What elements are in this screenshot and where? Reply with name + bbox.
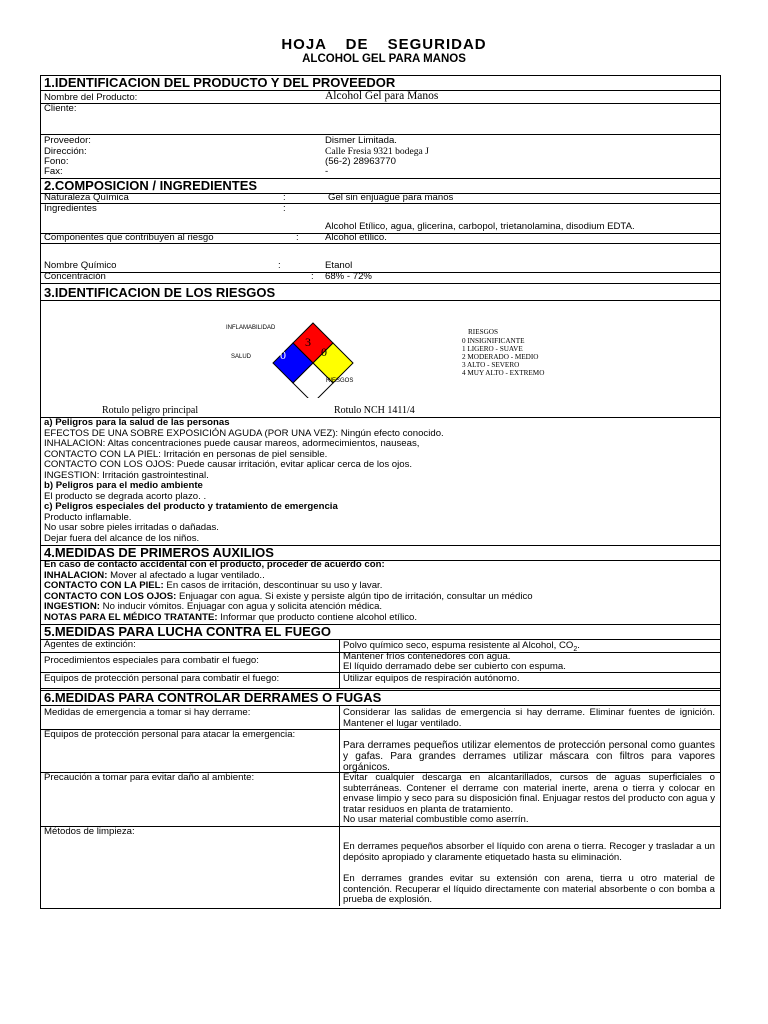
risk-components-label: Componentes que contribuyen al riesgo xyxy=(44,232,214,243)
chemical-name-label: Nombre Químico xyxy=(44,260,117,271)
phone-value: (56-2) 28963770 xyxy=(325,156,396,167)
first-aid-item-label: NOTAS PARA EL MÉDICO TRATANTE: xyxy=(44,612,218,623)
client-label: Cliente: xyxy=(44,103,77,114)
legend-item: 1 LIGERO - SUAVE xyxy=(462,345,523,353)
health-value: 0 xyxy=(280,348,286,362)
address-label: Dirección: xyxy=(44,146,87,157)
section-3-heading: 3.IDENTIFICACION DE LOS RIESGOS xyxy=(41,283,720,301)
ingredients-value: Alcohol Etílico, agua, glicerina, carbopol, trietanolamina, disodium EDTA. xyxy=(325,221,635,232)
flammability-value: 3 xyxy=(305,335,311,349)
health-hazards-title: a) Peligros para la salud de las personas xyxy=(44,417,230,428)
legend-item: 3 ALTO - SEVERO xyxy=(462,361,520,369)
environment-precaution-value-2: No usar material combustible como aserrín. xyxy=(343,814,529,825)
section-2-heading: 2.COMPOSICION / INGREDIENTES xyxy=(41,178,720,194)
section-6-heading: 6.MEDIDAS PARA CONTROLAR DERRAMES O FUGAS xyxy=(41,690,720,706)
hazard-line: El producto se degrada acorto plazo. . xyxy=(44,491,207,502)
section-5-heading: 5.MEDIDAS PARA LUCHA CONTRA EL FUEGO xyxy=(41,624,720,640)
nature-label: Naturaleza Química xyxy=(44,192,129,203)
fire-ppe-label: Equipos de protección personal para combatir el fuego: xyxy=(44,673,280,684)
emergency-measures-value: Considerar las salidas de emergencia si hay derrame. Eliminar fuentes de ignición. Mantener el lugar ventilado. xyxy=(343,707,715,729)
row-divider xyxy=(41,688,720,689)
extinction-text: Polvo químico seco, espuma resistente al Alcohol, CO xyxy=(343,640,574,651)
document-subtitle: ALCOHOL GEL PARA MANOS xyxy=(302,53,466,65)
first-aid-item-text: Mover al afectado a lugar ventilado.. xyxy=(107,570,265,581)
phone-label: Fono: xyxy=(44,156,69,167)
first-aid-item-text: Informar que producto contiene alcohol etílico. xyxy=(217,612,418,623)
legend-title: RIESGOS xyxy=(468,328,498,336)
environment-hazards-title: b) Peligros para el medio ambiente xyxy=(44,480,203,491)
fax-label: Fax: xyxy=(44,166,63,177)
column-divider xyxy=(339,706,340,906)
product-name-label: Nombre del Producto: xyxy=(44,92,138,103)
first-aid-item xyxy=(44,602,382,613)
cleaning-methods-value-2: En derrames grandes evitar su extensión con arena, tierra u otro material de contención. Recuperar el líquido directamente con material absorbente o con bomba a prueba de explosión. xyxy=(343,873,715,905)
environment-precaution-value: Evitar cualquier descarga en alcantarillados, cursos de aguas superficiales o subterráneas. Contener el derrame con material inerte, arena o tierra y colocar en envase limpio y seco para su disposición final. Enjuagar restos del producto con agua y tratar residuos en planta de tratamiento. xyxy=(343,772,715,815)
flammability-label: INFLAMABILIDAD xyxy=(226,325,276,331)
nature-value: Gel sin enjuague para manos xyxy=(328,192,454,203)
legend-item: 4 MUY ALTO - EXTREMO xyxy=(462,369,545,377)
first-aid-intro: En caso de contacto accidental con el producto, proceder de acuerdo con: xyxy=(44,559,385,570)
row-divider xyxy=(41,243,720,244)
cleaning-methods-label: Métodos de limpieza: xyxy=(44,826,135,837)
supplier-label: Proveedor: xyxy=(44,135,91,146)
address-value: Calle Fresia 9321 bodega J xyxy=(325,146,429,157)
spill-ppe-label: Equipos de protección personal para atacar la emergencia: xyxy=(44,729,296,740)
concentration-label: Concentración xyxy=(44,271,106,282)
hazard-line: INGESTION: Irritación gastrointestinal. xyxy=(44,470,209,481)
concentration-colon: : xyxy=(311,271,314,282)
risks-label: RIESGOS xyxy=(326,378,354,384)
first-aid-item-label: INGESTION: xyxy=(44,601,100,612)
risk-components-colon: : xyxy=(296,232,299,243)
row-divider xyxy=(41,272,720,273)
row-divider xyxy=(41,103,720,104)
legend-item: 0 INSIGNIFICANTE xyxy=(462,337,525,345)
first-aid-item xyxy=(44,581,382,592)
section-4-heading: 4.MEDIDAS DE PRIMEROS AUXILIOS xyxy=(41,545,720,561)
legend-item: 2 MODERADO - MEDIO xyxy=(462,353,539,361)
fire-ppe-value: Utilizar equipos de respiración autónomo. xyxy=(343,673,520,684)
special-procedures-value-1: Mantener fríos contenedores con agua. xyxy=(343,651,511,662)
hazard-line: CONTACTO CON LOS OJOS: Puede causar irritación, evitar aplicar cerca de los ojos. xyxy=(44,459,413,470)
ingredients-label: Ingredientes xyxy=(44,203,97,214)
extinction-end: . xyxy=(577,640,580,651)
first-aid-item xyxy=(44,613,417,624)
health-label: SALUD xyxy=(231,354,252,360)
special-procedures-value-2: El líquido derramado debe ser cubierto con espuma. xyxy=(343,661,566,672)
first-aid-item-text: Enjuagar con agua. Si existe y persiste algún tipo de irritación, consultar un médico xyxy=(176,591,533,602)
section-1-heading: 1.IDENTIFICACION DEL PRODUCTO Y DEL PROVEEDOR xyxy=(41,75,720,91)
chemical-name-value: Etanol xyxy=(325,260,353,271)
first-aid-item-text: En casos de irritación, descontinuar su uso y lavar. xyxy=(163,580,383,591)
caption-primary-label: Rotulo peligro principal xyxy=(102,405,199,416)
first-aid-item-text: No inducir vómitos. Enjuagar con agua y solicita atención médica. xyxy=(99,601,383,612)
hazard-line: CONTACTO CON LA PIEL: Irritación en personas de piel sensible. xyxy=(44,449,328,460)
risk-components-value: Alcohol etílico. xyxy=(325,232,387,243)
first-aid-item-label: CONTACTO CON LOS OJOS: xyxy=(44,591,177,602)
first-aid-item-label: CONTACTO CON LA PIEL: xyxy=(44,580,164,591)
extinction-label: Agentes de extinción: xyxy=(44,639,136,650)
ingredients-colon: : xyxy=(283,203,286,214)
special-procedures-label: Procedimientos especiales para combatir el fuego: xyxy=(44,655,259,666)
chemical-name-colon: : xyxy=(278,260,281,271)
supplier-value: Dismer Limitada. xyxy=(325,135,397,146)
nature-colon: : xyxy=(283,192,286,203)
row-divider xyxy=(41,203,720,204)
hazard-line: Dejar fuera del alcance de los niños. xyxy=(44,533,200,544)
cleaning-methods-value-1: En derrames pequeños absorber el líquido con arena o tierra. Recoger y trasladar a un depósito apropiado y claramente etiquetado hasta su eliminación. xyxy=(343,841,715,863)
hazard-line: EFECTOS DE UNA SOBRE EXPOSICIÓN AGUDA (POR UNA VEZ): Ningún efecto conocido. xyxy=(44,428,444,439)
spill-ppe-value: Para derrames pequeños utilizar elementos de protección personal como guantes y gafas. Para grandes derrames utilizar máscara con filtros para vapores orgánicos. xyxy=(343,740,715,773)
hazard-line: INHALACION: Altas concentraciones puede causar mareos, adormecimientos, nauseas, xyxy=(44,438,420,449)
special-hazards-title: c) Peligros especiales del producto y tratamiento de emergencia xyxy=(44,501,338,512)
hazard-line: Producto inflamable. xyxy=(44,512,132,523)
emergency-measures-label: Medidas de emergencia a tomar si hay derrame: xyxy=(44,707,251,718)
product-name-value: Alcohol Gel para Manos xyxy=(325,90,439,102)
extinction-subscript: 2 xyxy=(573,645,578,653)
row-divider xyxy=(41,826,720,827)
concentration-value: 68% - 72% xyxy=(325,271,372,282)
first-aid-item-label: INHALACION: xyxy=(44,570,108,581)
caption-nch-label: Rotulo NCH 1411/4 xyxy=(334,405,415,416)
column-divider xyxy=(339,640,340,688)
document-title: HOJA DE SEGURIDAD xyxy=(281,36,487,53)
reactivity-value: 0 xyxy=(321,345,327,359)
hazard-line: No usar sobre pieles irritadas o dañadas. xyxy=(44,522,219,533)
environment-precaution-label: Precaución a tomar para evitar daño al ambiente: xyxy=(44,772,255,783)
fax-value: - xyxy=(325,166,329,177)
